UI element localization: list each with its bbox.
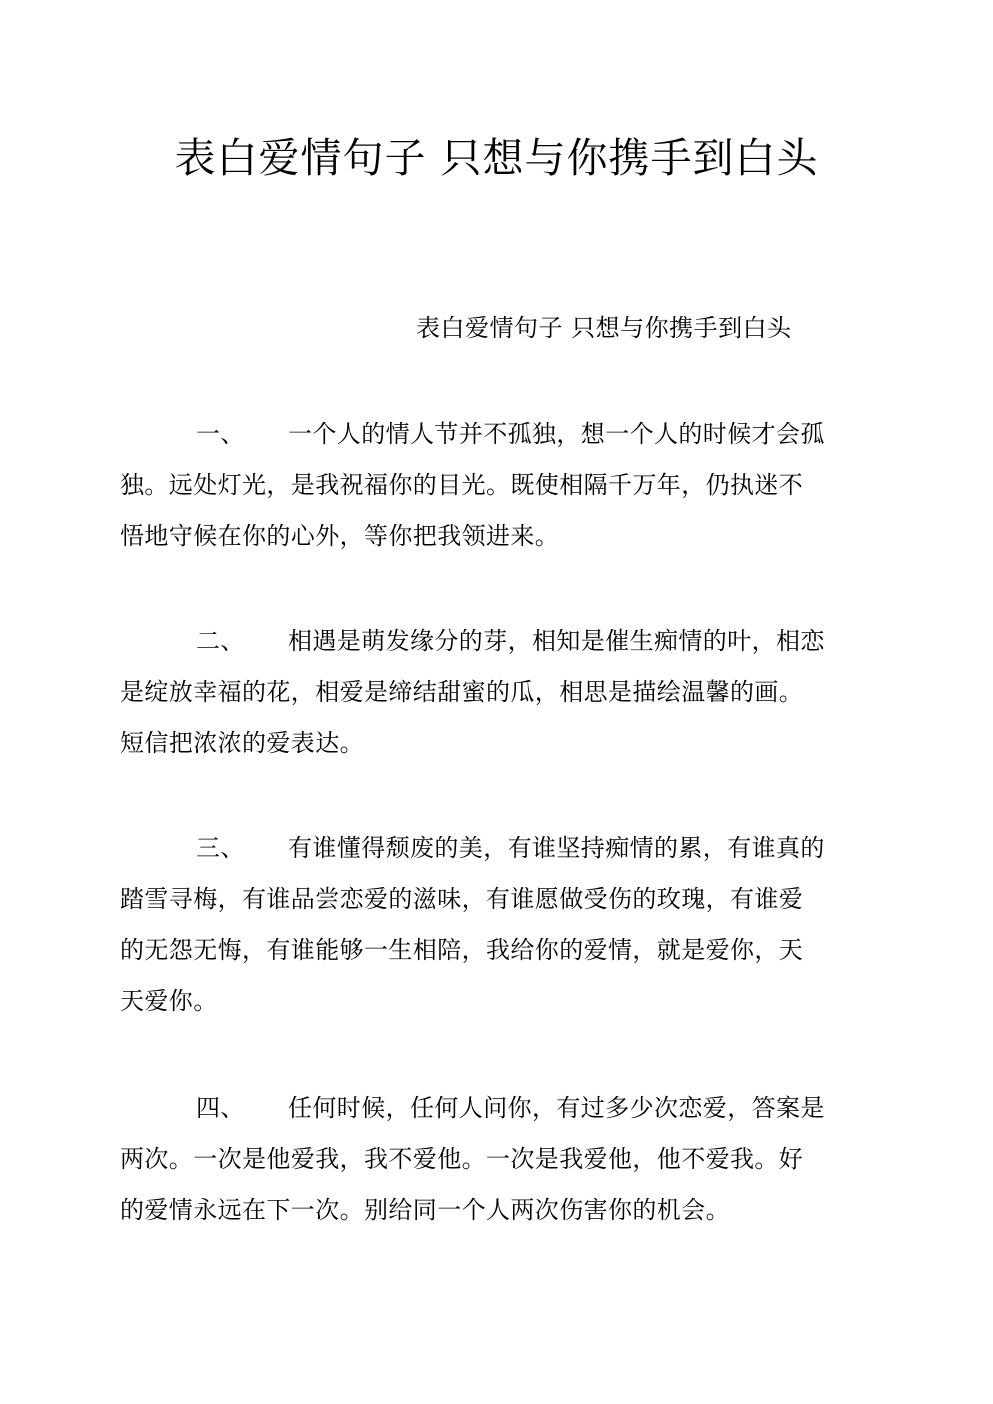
paragraph-number: 一、 — [196, 420, 245, 448]
paragraph-line — [196, 1091, 825, 1125]
paragraph-line: 是绽放幸福的花，相爱是缔结甜蜜的瓜，相思是描绘温馨的画。 — [120, 678, 804, 706]
paragraph-line — [196, 417, 825, 451]
paragraph-text: 一个人的情人节并不孤独，想一个人的时候才会孤 — [288, 420, 825, 448]
paragraph-line: 的无怨无悔，有谁能够一生相陪，我给你的爱情，就是爱你，天 — [120, 936, 804, 964]
paragraph-line: 踏雪寻梅，有谁品尝恋爱的滋味，有谁愿做受伤的玫瑰，有谁爱 — [120, 885, 804, 913]
paragraph-line: 两次。一次是他爱我，我不爱他。一次是我爱他，他不爱我。好 — [120, 1145, 804, 1173]
paragraph-number: 四、 — [196, 1094, 245, 1122]
paragraph-text: 任何时候，任何人问你，有过多少次恋爱，答案是 — [288, 1094, 825, 1122]
paragraph-text: 有谁懂得颓废的美，有谁坚持痴情的累，有谁真的 — [288, 834, 825, 862]
paragraph-line: 悟地守候在你的心外，等你把我领进来。 — [120, 522, 560, 550]
document-title: 表白爱情句子 只想与你携手到白头 — [174, 134, 819, 182]
paragraph-line: 独。远处灯光，是我祝福你的目光。既使相隔千万年，仍执迷不 — [120, 471, 804, 499]
document-subtitle: 表白爱情句子 只想与你携手到白头 — [416, 314, 792, 342]
paragraph-line: 短信把浓浓的爱表达。 — [120, 729, 364, 757]
paragraph-line: 的爱情永远在下一次。别给同一个人两次伤害你的机会。 — [120, 1196, 730, 1224]
paragraph-number: 二、 — [196, 627, 245, 655]
paragraph-line: 天爱你。 — [120, 987, 218, 1015]
paragraph-text: 相遇是萌发缘分的芽，相知是催生痴情的叶，相恋 — [288, 627, 825, 655]
paragraph-number: 三、 — [196, 834, 245, 862]
paragraph-line — [196, 831, 825, 865]
paragraph-line — [196, 624, 825, 658]
